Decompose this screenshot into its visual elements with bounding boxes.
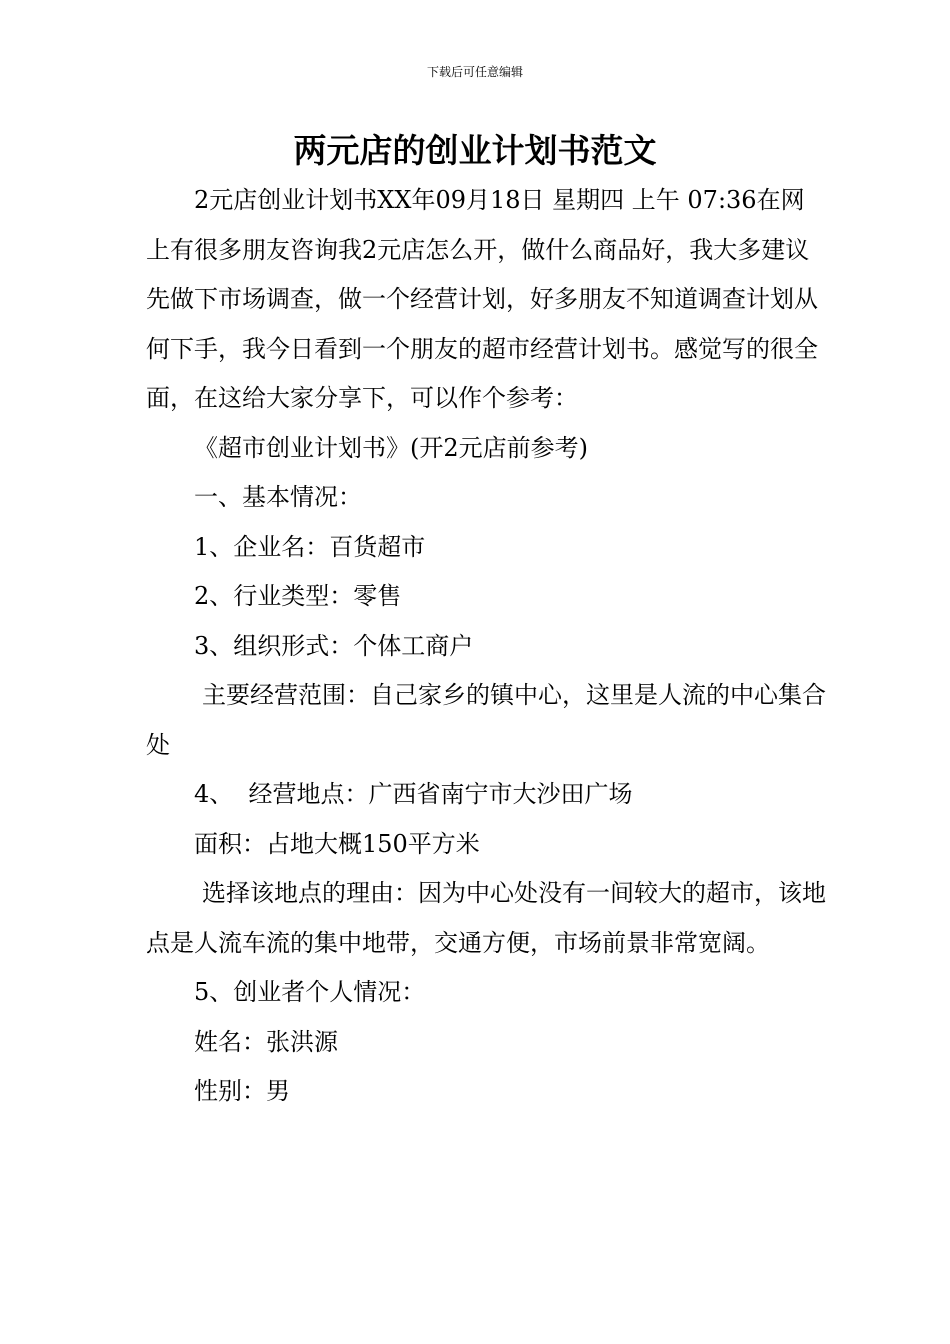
industry-type-line: 2、行业类型：零售 (194, 582, 402, 610)
enterprise-name-line: 1、企业名：百货超市 (194, 532, 426, 561)
plan-subtitle: 《超市创业计划书》(开2元店前参考) (194, 433, 588, 462)
page-header-note: 下载后可任意编辑 (426, 65, 523, 79)
section-heading-basic-info: 一、基本情况： (194, 483, 362, 511)
founder-name-line: 姓名：张洪源 (194, 1027, 338, 1056)
organization-form-line: 3、组织形式：个体工商户 (194, 631, 474, 660)
intro-paragraph: 2元店创业计划书XX年09月18日 星期四 上午 07:36在网上有很多朋友咨询我2元店怎么开，做什么商品好，我大多建议先做下市场调查，做一个经营计划，好多朋友不知道调查计划从何下手，我今日看到一个朋友的超市经营计划书。感觉写的很全面，在这给大家分享下，可以作个参考： (146, 186, 818, 412)
founder-info-heading: 5、创业者个人情况： (194, 978, 426, 1006)
business-scope-paragraph: 主要经营范围：自己家乡的镇中心，这里是人流的中心集合处 (146, 681, 826, 759)
location-reason-paragraph: 选择该地点的理由：因为中心处没有一间较大的超市，该地点是人流车流的集中地带，交通方便，市场前景非常宽阔。 (146, 879, 826, 957)
founder-gender-line: 性别：男 (194, 1077, 290, 1105)
document-title: 两元店的创业计划书范文 (293, 131, 657, 170)
business-location-line: 4、 经营地点：广西省南宁市大沙田广场 (194, 780, 633, 808)
document-body (146, 176, 826, 1117)
area-line: 面积：占地大概150平方米 (194, 829, 480, 858)
